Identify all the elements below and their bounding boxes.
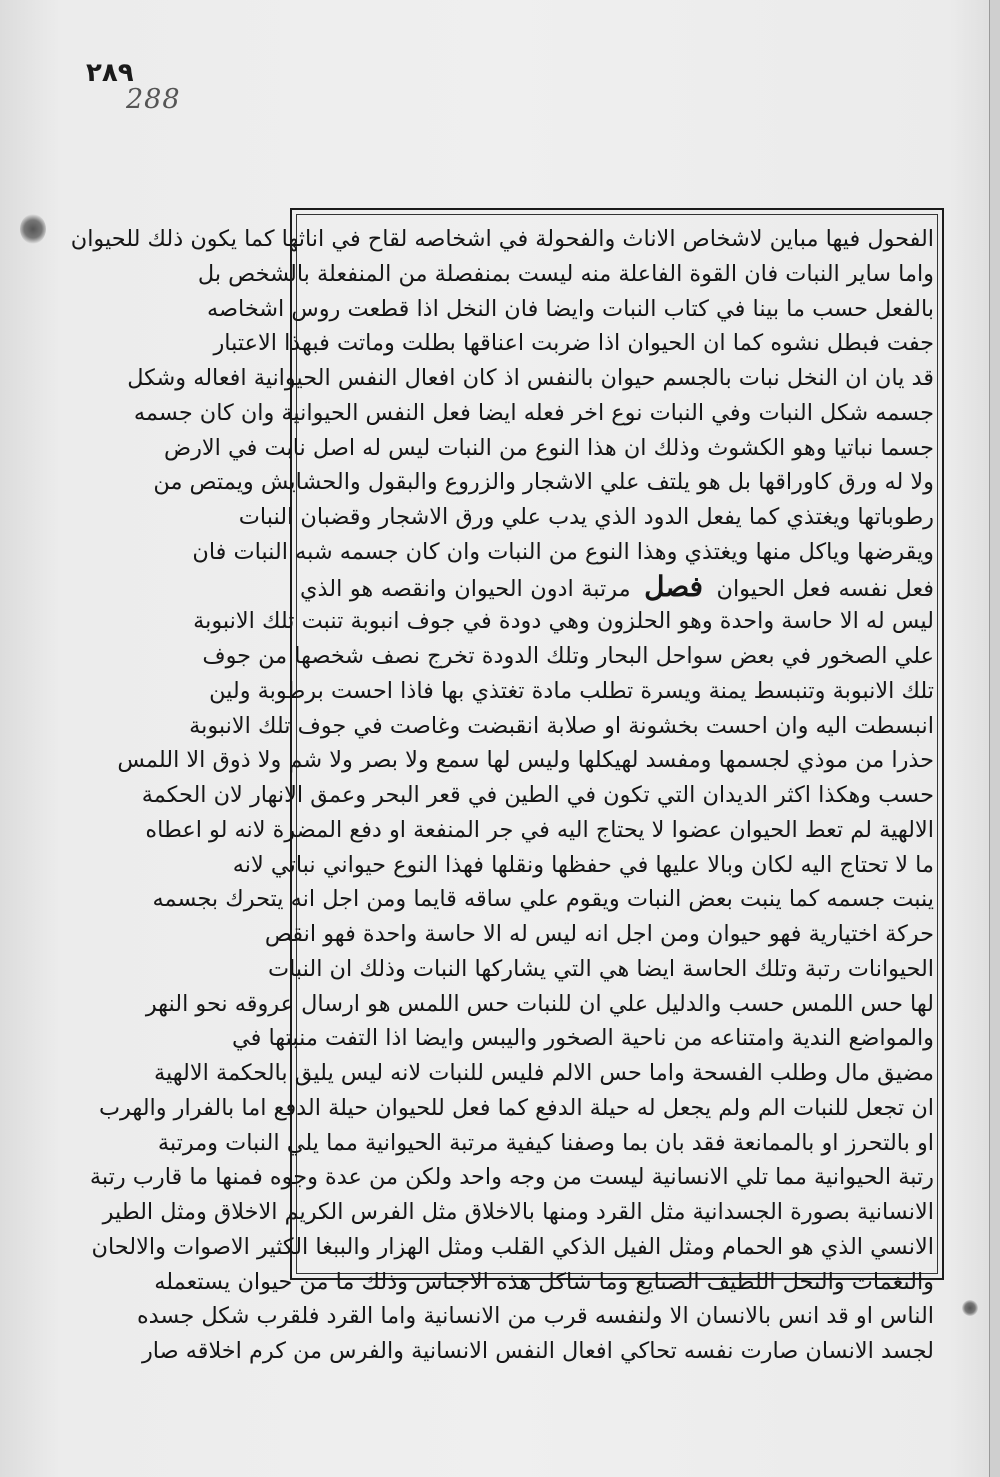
text-line: ينبت جسمه كما ينبت بعض النبات ويقوم علي ساقه قايما ومن اجل انه يتحرك بجسمه [152, 886, 934, 913]
text-line: مضيق مال وطلب الفسحة واما حس الالم فليس للنبات لانه ليس يليق بالحكمة الالهية [153, 1060, 934, 1086]
text-line: واما ساير النبات فان القوة الفاعلة منه ليست بمنفصلة من المنفعلة بالشخص بل [197, 260, 934, 287]
text-line: ما لا تحتاج اليه لكان وبالا عليها في حفظها ونقلها فهذا النوع حيواني نباتي لانه [232, 851, 934, 878]
text-line: الفحول فيها مباين لاشخاص الاناث والفحولة في اشخاصه لقاح في اناثها كما يكون ذلك للحيوان [70, 226, 934, 252]
text-line: جسمه شكل النبات وفي النبات نوع اخر فعله ايضا فعل النفس الحيوانية وان كان جسمه [133, 399, 934, 426]
text-line: بالفعل حسب ما بينا في كتاب النبات وايضا فان النخل اذا قطعت روس اشخاصه [207, 295, 934, 322]
text-line: جفت فبطل نشوه كما ان الحيوان اذا ضربت اعناقها بطلت وماتت فبهذا الاعتبار [213, 330, 934, 357]
text-line: والمواضع الندية وامتناعه من ناحية الصخور واليبس وايضا اذا التفت منبتها في [231, 1025, 934, 1052]
text-line: ولا له ورق كاوراقها بل هو يلتف علي الاشجار والزروع والبقول والحشايش ويمتص من [153, 469, 934, 496]
text-line: والنغمات والنحل اللطيف الصنايع وما شاكل هذه الاجناس وذلك ما من حيوان يستعمله [154, 1268, 934, 1295]
text-line: حذرا من موذي لجسمها ومفسد لهيكلها وليس لها سمع ولا بصر ولا شم ولا ذوق الا اللمس [117, 747, 934, 774]
text-line: رتبة الحيوانية مما تلي الانسانية ليست من وجه واحد ولكن من عدة وجوه فمنها ما قارب رتبة [89, 1164, 934, 1191]
page-edge [989, 0, 1000, 1477]
pencil-page-number: 288 [126, 84, 181, 115]
text-line: انبسطت اليه وان احست بخشونة او صلابة انقبضت وغاصت في جوف تلك الانبوبة [189, 712, 934, 739]
ink-blot [962, 1300, 978, 1316]
text-line: حركة اختيارية فهو حيوان ومن اجل انه ليس له الا حاسة واحدة فهو انقص [264, 921, 934, 947]
text-line: ليس له الا حاسة واحدة وهو الحلزون وهي دودة في جوف انبوبة تنبت تلك الانبوبة [193, 608, 934, 635]
text-line: ويقرضها وياكل منها ويغتذي وهذا النوع من النبات وان كان جسمه شبه النبات فان [192, 538, 934, 565]
text-line: ان تجعل للنبات الم ولم يجعل له حيلة الدفع كما فعل للحيوان حيلة الدفع اما بالفرار والهرب [98, 1094, 934, 1121]
text-line: جسما نباتيا وهو الكشوث وذلك ان هذا النوع من النبات ليس له اصل نابت في الارض [164, 434, 934, 461]
text-line: الالهية لم تعط الحيوان عضوا لا يحتاج اليه في جر المنفعة او دفع المضرة لانه لو اعطاه [145, 816, 934, 843]
text-line: الانسي الذي هو الحمام ومثل الفيل الذكي القلب ومثل الهزار والببغا الكثير الاصوات والالحان [91, 1233, 934, 1260]
text-line: لها حس اللمس حسب والدليل علي ان للنبات حس اللمس هو ارسال عروقه نحو النهر [145, 990, 934, 1017]
section-heading: فصل [644, 569, 703, 603]
ink-blot [20, 214, 46, 244]
text-line: او بالتحرز او بالممانعة فقد بان بما وصفنا كيفية مرتبة الحيوانية مما يلي النبات ومرتبة [157, 1129, 934, 1156]
text-line: رطوباتها ويغتذي كما يفعل الدود الذي يدب علي ورق الاشجار وقضبان النبات [238, 504, 934, 530]
folio-number: ٢٨٩ [86, 58, 134, 88]
text-line: الناس او قد انس بالانسان الا ولنفسه قرب من الانسانية واما القرد فلقرب شكل جسده [136, 1303, 934, 1330]
text-line: فعل نفسه فعل الحيوان فصل مرتبة ادون الحيوان وانقصه هو الذي [300, 569, 935, 603]
text-line: تلك الانبوبة وتنبسط يمنة ويسرة تطلب مادة تغتذي بها فاذا احست برطوبة ولين [209, 677, 934, 704]
text-line: لجسد الانسان صارت نفسه تحاكي افعال النفس الانسانية والفرس من كرم اخلاقه صار [141, 1338, 934, 1364]
text-line: الانسانية بصورة الجسدانية مثل القرد ومنها بالاخلاق مثل الفرس الكريم الاخلاق ومثل الطير [102, 1199, 934, 1225]
text-line: قد يان ان النخل نبات بالجسم حيوان بالنفس اذ كان افعال النفس الحيوانية افعاله وشكل [127, 365, 934, 391]
manuscript-text [70, 222, 935, 1364]
text-line: حسب وهكذا اكثر الديدان التي تكون في الطين في قعر البحر وعمق الانهار لان الحكمة [141, 782, 934, 808]
text-line: الحيوانات رتبة وتلك الحاسة ايضا هي التي يشاركها النبات وذلك ان النبات [267, 955, 934, 982]
text-line: علي الصخور في بعض سواحل البحار وتلك الدودة تخرج نصف شخصها من جوف [202, 643, 934, 669]
